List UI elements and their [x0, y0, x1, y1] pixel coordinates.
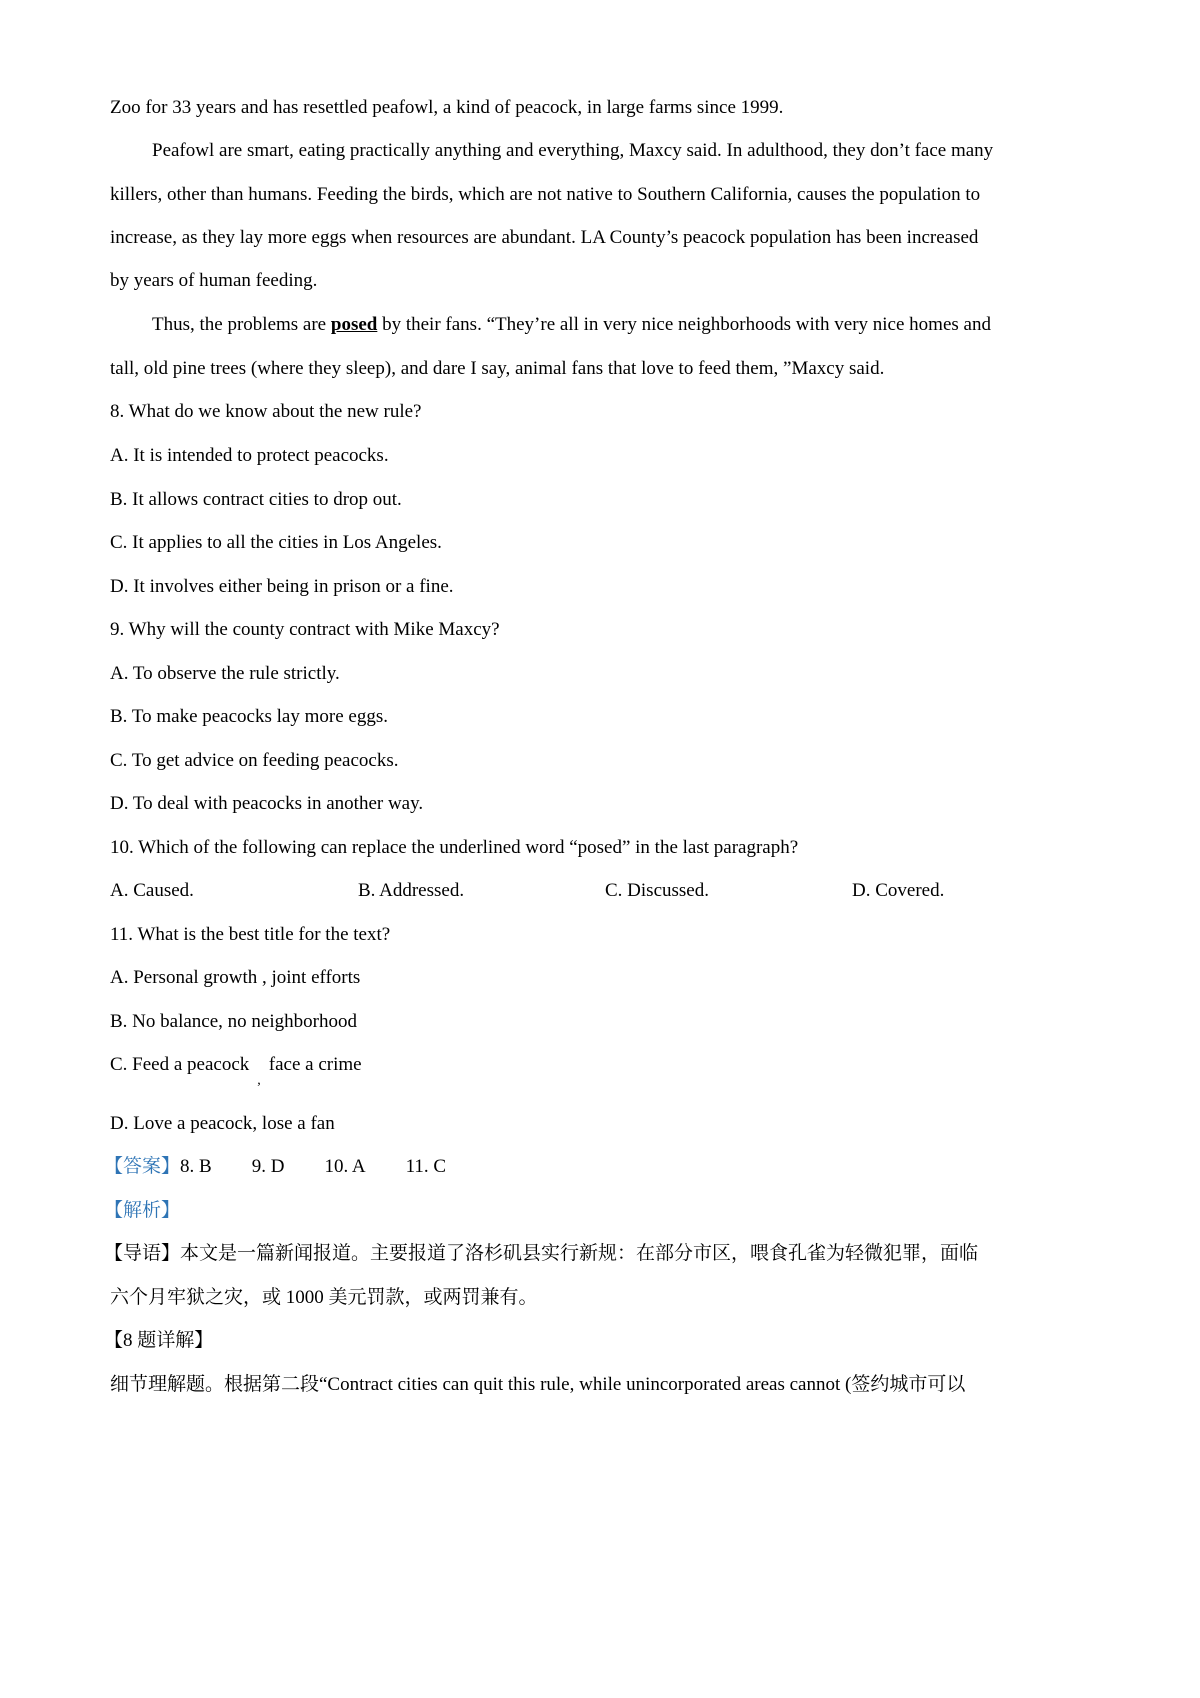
answer-line	[104, 1154, 446, 1180]
option-d: D. Love a peacock, lose a fan	[110, 1113, 335, 1134]
question-stem: 8. What do we know about the new rule?	[110, 401, 422, 422]
answer-item: 10. A	[324, 1156, 366, 1177]
answer-item: 11. C	[405, 1156, 447, 1177]
passage-line	[152, 312, 991, 338]
analysis-label: 【解析】	[104, 1200, 181, 1221]
answer-item: 8. B	[180, 1156, 212, 1177]
answer-item: 9. D	[251, 1156, 285, 1177]
passage-line: tall, old pine trees (where they sleep), and dare I say, animal fans that love to feed them, ”Maxcy said.	[110, 358, 885, 379]
answer-label: 【答案】	[104, 1156, 181, 1177]
option-c: C. Discussed.	[605, 880, 709, 901]
analysis-heading: 【8 题详解】	[104, 1330, 214, 1351]
option-a: A. Personal growth , joint efforts	[110, 967, 361, 988]
passage-line: increase, as they lay more eggs when resources are abundant. LA County’s peacock population has been increased	[110, 227, 979, 248]
option-text: C. Feed a peacock	[110, 1054, 250, 1075]
option-a: A. To observe the rule strictly.	[110, 663, 340, 684]
option-b: B. It allows contract cities to drop out.	[110, 489, 402, 510]
option-b: B. Addressed.	[358, 880, 465, 901]
question-stem: 10. Which of the following can replace the underlined word “posed” in the last paragraph?	[110, 837, 799, 858]
passage-line: killers, other than humans. Feeding the birds, which are not native to Southern California, causes the population to	[110, 184, 981, 205]
option-c: C. To get advice on feeding peacocks.	[110, 750, 399, 771]
passage-line: Peafowl are smart, eating practically anything and everything, Maxcy said. In adulthood, they don’t face many	[152, 140, 994, 161]
question-stem: 11. What is the best title for the text?	[110, 924, 391, 945]
comma-mark: ,	[257, 1073, 261, 1088]
analysis-text: 六个月牢狱之灾，或 1000 美元罚款，或两罚兼有。	[110, 1287, 538, 1308]
option-a: A. It is intended to protect peacocks.	[110, 445, 389, 466]
option-c	[110, 1052, 362, 1088]
underlined-word: posed	[330, 314, 378, 335]
option-d: D. Covered.	[852, 880, 945, 901]
option-text: face a crime	[268, 1054, 362, 1075]
option-b: B. No balance, no neighborhood	[110, 1011, 357, 1032]
option-c: C. It applies to all the cities in Los Angeles.	[110, 532, 442, 553]
option-b: B. To make peacocks lay more eggs.	[110, 706, 388, 727]
passage-line: Zoo for 33 years and has resettled peafowl, a kind of peacock, in large farms since 1999.	[110, 97, 784, 118]
analysis-text: 【导语】本文是一篇新闻报道。主要报道了洛杉矶县实行新规：在部分市区，喂食孔雀为轻微犯罪，面临	[104, 1243, 979, 1264]
option-d: D. To deal with peacocks in another way.	[110, 793, 424, 814]
question-stem: 9. Why will the county contract with Mike Maxcy?	[110, 619, 500, 640]
option-a: A. Caused.	[110, 880, 194, 901]
analysis-text: 细节理解题。根据第二段“Contract cities can quit this rule, while unincorporated areas cannot (签约城市可以	[110, 1374, 966, 1395]
passage-text: Thus, the problems are	[152, 314, 331, 335]
option-d: D. It involves either being in prison or a fine.	[110, 576, 454, 597]
passage-line: by years of human feeding.	[110, 270, 318, 291]
passage-text: by their fans. “They’re all in very nice neighborhoods with very nice homes and	[377, 314, 991, 335]
